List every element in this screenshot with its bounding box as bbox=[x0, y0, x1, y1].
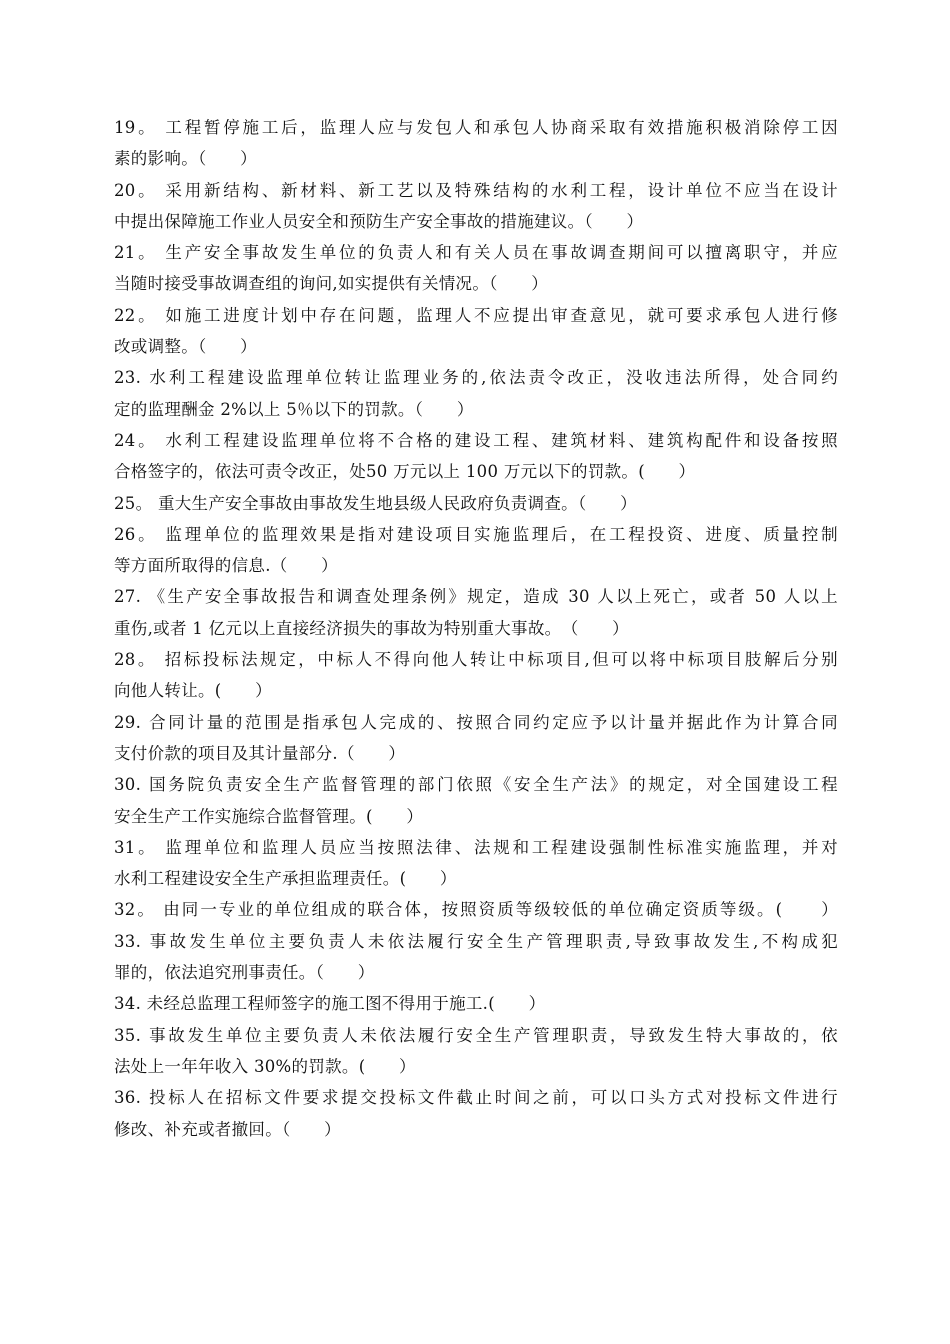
question-20-line-1: 20。 采用新结构、新材料、新工艺以及特殊结构的水利工程，设计单位不应当在设计 bbox=[114, 180, 838, 200]
question-19 bbox=[114, 112, 838, 175]
question-35 bbox=[114, 1020, 838, 1083]
question-25 bbox=[114, 488, 838, 519]
question-21-line-2: 当随时接受事故调查组的询问,如实提供有关情况。（ ） bbox=[114, 274, 549, 294]
question-31-line-2: 水利工程建设安全生产承担监理责任。( ） bbox=[114, 869, 457, 889]
question-36-line-2: 修改、补充或者撤回。（ ） bbox=[114, 1119, 341, 1139]
question-24-line-2: 合格签字的，依法可责令改正，处50 万元以上 100 万元以下的罚款。( ） bbox=[114, 462, 696, 482]
question-32 bbox=[114, 894, 838, 925]
question-33 bbox=[114, 926, 838, 989]
question-27-line-2: 重伤,或者 1 亿元以上直接经济损失的事故为特别重大事故。 （ ） bbox=[114, 618, 629, 638]
question-22-line-2: 改或调整。（ ） bbox=[114, 337, 257, 357]
question-28-line-1: 28。 招标投标法规定，中标人不得向他人转让中标项目,但可以将中标项目肢解后分别 bbox=[114, 650, 838, 670]
question-24 bbox=[114, 425, 838, 488]
question-22 bbox=[114, 300, 838, 363]
question-28-line-2: 向他人转让。( ） bbox=[114, 681, 272, 701]
question-23-line-1: 23. 水利工程建设监理单位转让监理业务的,依法责令改正，没收违法所得，处合同约 bbox=[114, 368, 838, 388]
question-26-line-2: 等方面所取得的信息.（ ） bbox=[114, 556, 338, 576]
question-20-line-2: 中提出保障施工作业人员安全和预防生产安全事故的措施建议。（ ） bbox=[114, 211, 644, 231]
question-25-line-1: 25。 重大生产安全事故由事故发生地县级人民政府负责调查。（ ） bbox=[114, 493, 637, 513]
question-29-line-2: 支付价款的项目及其计量部分.（ ） bbox=[114, 743, 406, 763]
question-35-line-2: 法处上一年年收入 30%的罚款。( ） bbox=[114, 1056, 416, 1076]
question-34 bbox=[114, 988, 838, 1019]
question-21-line-1: 21。 生产安全事故发生单位的负责人和有关人员在事故调查期间可以擅离职守，并应 bbox=[114, 243, 838, 263]
question-23 bbox=[114, 362, 838, 425]
question-19-line-1: 19。 工程暂停施工后，监理人应与发包人和承包人协商采取有效措施积极消除停工因 bbox=[114, 118, 838, 137]
question-21 bbox=[114, 237, 838, 300]
question-24-line-1: 24。 水利工程建设监理单位将不合格的建设工程、建筑材料、建筑构配件和设备按照 bbox=[114, 430, 838, 450]
question-23-line-2: 定的监理酬金 2%以上 5％以下的罚款。（ ） bbox=[114, 399, 474, 419]
question-33-line-1: 33. 事故发生单位主要负责人未依法履行安全生产管理职责,导致事故发生,不构成犯 bbox=[114, 931, 838, 951]
question-22-line-1: 22。 如施工进度计划中存在问题，监理人不应提出审查意见，就可要求承包人进行修 bbox=[114, 305, 838, 325]
question-36-line-1: 36. 投标人在招标文件要求提交投标文件截止时间之前，可以口头方式对投标文件进行 bbox=[114, 1088, 838, 1108]
question-list bbox=[114, 112, 838, 1145]
question-36 bbox=[114, 1082, 838, 1145]
question-35-line-1: 35. 事故发生单位主要负责人未依法履行安全生产管理职责，导致发生特大事故的，依 bbox=[114, 1025, 838, 1045]
question-19-line-2: 素的影响。（ ） bbox=[114, 149, 257, 169]
question-30-line-2: 安全生产工作实施综合监督管理。( ） bbox=[114, 806, 424, 826]
question-27-line-1: 27. 《生产安全事故报告和调查处理条例》规定，造成 30 人以上死亡，或者 50 人以上 bbox=[114, 587, 838, 607]
question-34-line-1: 34. 未经总监理工程师签字的施工图不得用于施工.( ） bbox=[114, 994, 546, 1014]
question-20 bbox=[114, 175, 838, 238]
question-30-line-1: 30. 国务院负责安全生产监督管理的部门依照《安全生产法》的规定，对全国建设工程 bbox=[114, 775, 838, 795]
question-26 bbox=[114, 519, 838, 582]
question-27 bbox=[114, 581, 838, 644]
question-28 bbox=[114, 644, 838, 707]
question-33-line-2: 罪的，依法追究刑事责任。（ ） bbox=[114, 963, 375, 983]
question-32-line-1: 32。 由同一专业的单位组成的联合体，按照资质等级较低的单位确定资质等级。( ） bbox=[114, 900, 838, 920]
question-29 bbox=[114, 707, 838, 770]
question-31 bbox=[114, 832, 838, 895]
question-26-line-1: 26。 监理单位的监理效果是指对建设项目实施监理后，在工程投资、进度、质量控制 bbox=[114, 524, 838, 544]
question-31-line-1: 31。 监理单位和监理人员应当按照法律、法规和工程建设强制性标准实施监理，并对 bbox=[114, 837, 838, 857]
question-29-line-1: 29. 合同计量的范围是指承包人完成的、按照合同约定应予以计量并据此作为计算合同 bbox=[114, 712, 838, 732]
question-30 bbox=[114, 769, 838, 832]
